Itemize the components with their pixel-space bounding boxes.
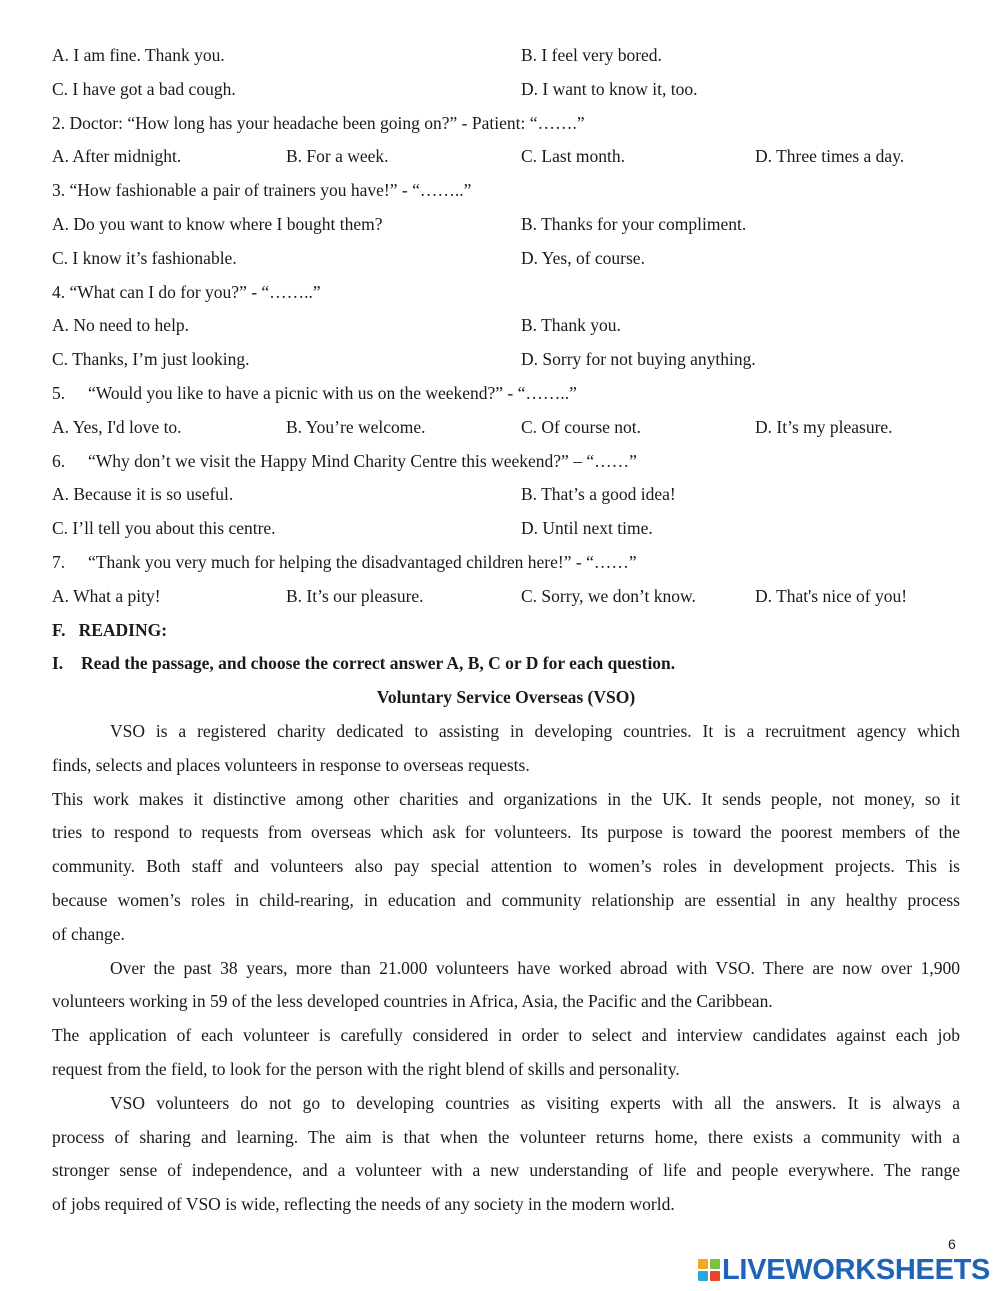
logo-squares-icon	[698, 1259, 720, 1281]
q7-option-a: A. What a pity!	[52, 586, 161, 606]
q7-option-c: C. Sorry, we don’t know.	[521, 586, 696, 606]
q6-number: 6.	[52, 451, 66, 471]
q3-option-b: B. Thanks for your compliment.	[521, 214, 747, 234]
q5-option-c: C. Of course not.	[521, 417, 642, 437]
q6-stem: “Why don’t we visit the Happy Mind Charity Centre this weekend?” – “……”	[88, 451, 637, 471]
passage-line: volunteers working in 59 of the less developed countries in Africa, Asia, the Pacific and the Caribbean.	[52, 991, 773, 1011]
q2-stem: 2. Doctor: “How long has your headache been going on?” - Patient: “…….”	[52, 113, 585, 133]
q2-option-a: A. After midnight.	[52, 146, 182, 166]
passage-line: of change.	[52, 924, 125, 944]
q4-option-c: C. Thanks, I’m just looking.	[52, 349, 250, 369]
instruction-text: Read the passage, and choose the correct answer A, B, C or D for each question.	[81, 653, 676, 673]
q1-option-d: D. I want to know it, too.	[521, 79, 698, 99]
passage-line: tries to respond to requests from overseas which ask for volunteers. Its purpose is toward the poorest members of the	[52, 822, 960, 842]
q5-option-b: B. You’re welcome.	[286, 417, 426, 437]
q4-stem: 4. “What can I do for you?” - “……..”	[52, 282, 321, 302]
q3-option-a: A. Do you want to know where I bought them?	[52, 214, 383, 234]
q3-stem: 3. “How fashionable a pair of trainers you have!” - “……..”	[52, 180, 472, 200]
q2-option-d: D. Three times a day.	[755, 146, 905, 166]
q5-number: 5.	[52, 383, 66, 403]
passage-line: VSO volunteers do not go to developing countries as visiting experts with all the answers. It is always a	[110, 1093, 960, 1113]
passage-line: process of sharing and learning. The aim is that when the volunteer returns home, there exists a community with a	[52, 1127, 960, 1147]
passage-line: stronger sense of independence, and a volunteer with a new understanding of life and people everywhere. The range	[52, 1160, 960, 1180]
q6-option-d: D. Until next time.	[521, 518, 653, 538]
passage-line: finds, selects and places volunteers in response to overseas requests.	[52, 755, 530, 775]
q1-option-b: B. I feel very bored.	[521, 45, 662, 65]
q3-option-c: C. I know it’s fashionable.	[52, 248, 237, 268]
passage-line: request from the field, to look for the person with the right blend of skills and personality.	[52, 1059, 680, 1079]
q4-option-b: B. Thank you.	[521, 315, 621, 335]
passage-line: community. Both staff and volunteers also pay special attention to women’s roles in development projects. This is	[52, 856, 960, 876]
q6-option-b: B. That’s a good idea!	[521, 484, 676, 504]
q4-option-a: A. No need to help.	[52, 315, 190, 335]
liveworksheets-logo[interactable]	[698, 1253, 990, 1287]
q3-option-d: D. Yes, of course.	[521, 248, 645, 268]
q7-option-d: D. That's nice of you!	[755, 586, 908, 606]
passage-line: The application of each volunteer is carefully considered in order to select and interview candidates against each job	[52, 1025, 960, 1045]
q5-option-a: A. Yes, I'd love to.	[52, 417, 182, 437]
q1-option-a: A. I am fine. Thank you.	[52, 45, 225, 65]
q2-option-b: B. For a week.	[286, 146, 389, 166]
q7-stem: “Thank you very much for helping the disadvantaged children here!” - “……”	[88, 552, 637, 572]
passage-line: VSO is a registered charity dedicated to assisting in developing countries. It is a recruitment agency which	[110, 721, 960, 741]
q5-stem: “Would you like to have a picnic with us on the weekend?” - “……..”	[88, 383, 577, 403]
section-heading: F. READING:	[52, 620, 168, 640]
q5-option-d: D. It’s my pleasure.	[755, 417, 893, 437]
q4-option-d: D. Sorry for not buying anything.	[521, 349, 756, 369]
q6-option-a: A. Because it is so useful.	[52, 484, 234, 504]
page-number: 6	[948, 1236, 956, 1252]
passage-title: Voluntary Service Overseas (VSO)	[376, 687, 636, 707]
q2-option-c: C. Last month.	[521, 146, 626, 166]
passage-line: because women’s roles in child-rearing, in education and community relationship are essential in any healthy process	[52, 890, 960, 910]
q7-number: 7.	[52, 552, 66, 572]
q7-option-b: B. It’s our pleasure.	[286, 586, 424, 606]
q6-option-c: C. I’ll tell you about this centre.	[52, 518, 276, 538]
q1-option-c: C. I have got a bad cough.	[52, 79, 236, 99]
passage-line: This work makes it distinctive among other charities and organizations in the UK. It sends people, not money, so it	[52, 789, 960, 809]
passage-line: of jobs required of VSO is wide, reflecting the needs of any society in the modern world.	[52, 1194, 675, 1214]
passage-line: Over the past 38 years, more than 21.000 volunteers have worked abroad with VSO. There are now over 1,900	[110, 958, 960, 978]
brand-name: LIVEWORKSHEETS	[722, 1253, 991, 1286]
instruction-number: I.	[52, 653, 64, 673]
